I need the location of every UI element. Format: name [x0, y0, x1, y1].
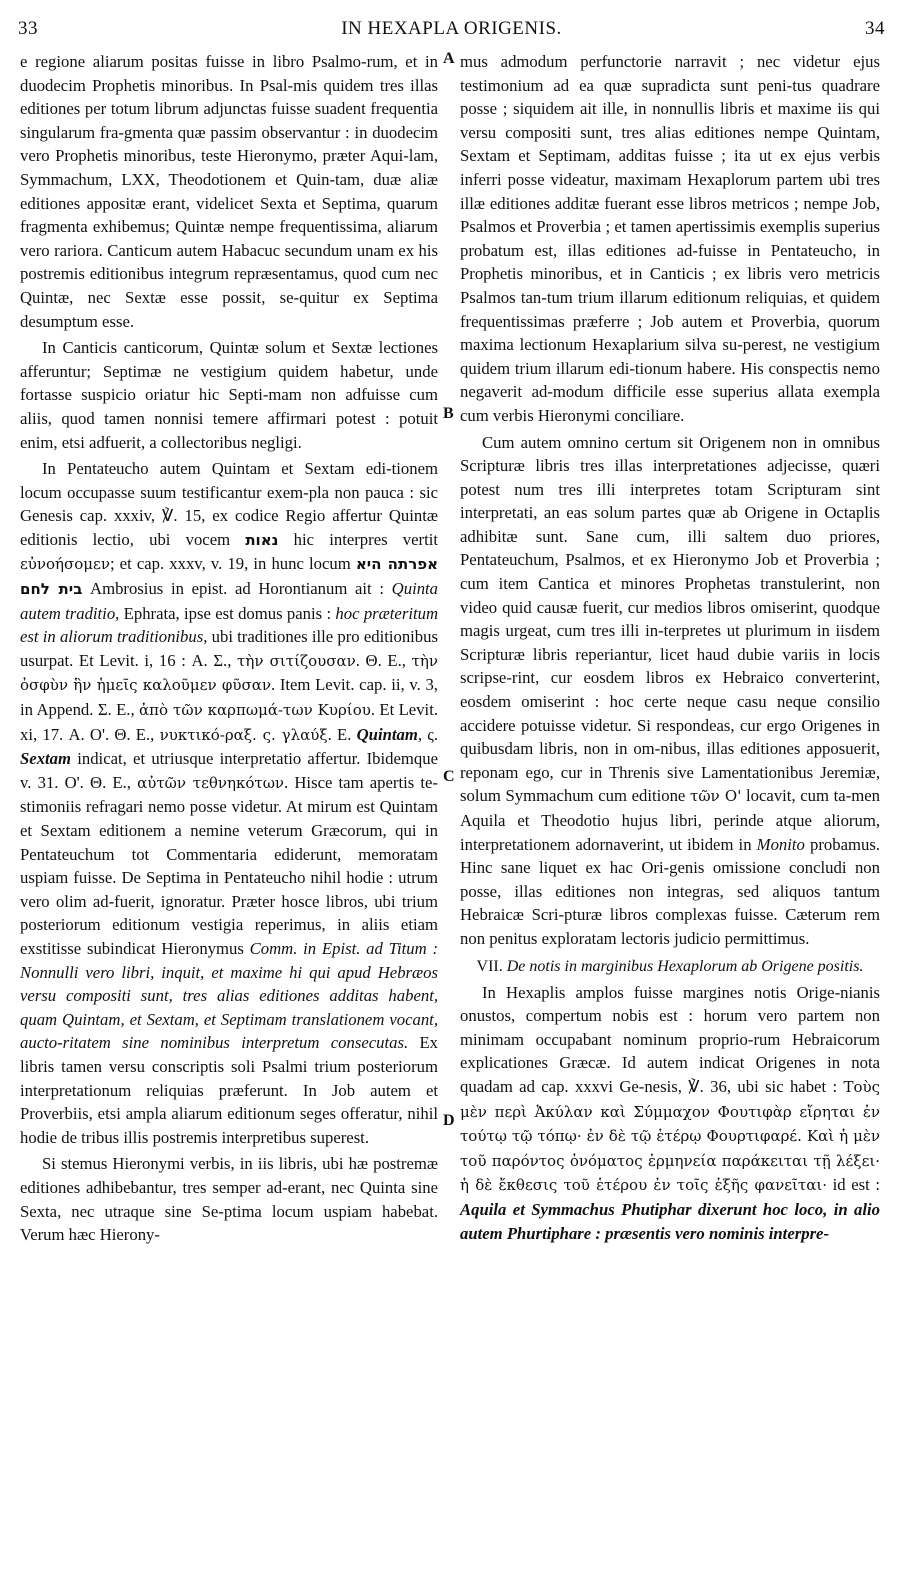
- running-header: [18, 18, 885, 46]
- greek-text: τὴν ὀσφὺν ἣν ἡμεῖς καλοῦμεν φῦσαν: [20, 651, 439, 695]
- running-title: IN HEXAPLA ORIGENIS.: [341, 18, 562, 39]
- margin-marker-a: A: [443, 50, 455, 67]
- margin-marker-b: B: [443, 405, 454, 422]
- hebrew-word: נאות: [245, 530, 279, 549]
- greek-text: τὴν σιτίζουσαν: [237, 651, 356, 670]
- right-column: [460, 50, 880, 1245]
- margin-marker-d: D: [443, 1112, 455, 1129]
- paragraph: mus admodum perfunctorie narravit ; nec videtur ejus testimonium ad ea quæ supradicta sunt peni-tus quadrare posse ; siquidem ait ille, in nonnullis libris et maxime iis qui versu compositi sunt, tres alias editiones nempe Quintam, Sextam et Septimam, additas fuisse ; ita ut ex ejus verbis inferri posse videatur, maximam Hexaplorum partem ubi tres illæ editiones additæ fuerant esse libros metricos ; nempe Job, Psalmos et Proverbia ; et tamen apertissimis exemplis superius probatum est, illas editiones ad-fuisse in Pentateucho, in Prophetis minoribus, et in Canticis ; ex libris vero metricis Psalmos tan-tum trium illarum editionum reliquias, et quidem frequentissimas præferre ; Job autem et Proverbia, quorum maxima lectionum Hexaplarium silva su-perest, ne vestigium quidem trium illarum edi-tionum habere. His conspectis nemo negaverit ad-modum difficile esse superius allata exempla cum verbis Hieronymi conciliare.: [460, 52, 880, 425]
- paragraph: Si stemus Hieronymi verbis, in iis libris, ubi hæ postremæ editiones adhibebantur, tres semper ad-erant, nec Quinta sine Sexta, nec utraque sine Se-ptima locum uspiam habebat. Verum hæc Hierony-: [20, 1154, 438, 1245]
- paragraph: In Canticis canticorum, Quintæ solum et Sextæ lectiones afferuntur; Septimæ ne vestigium quidem habetur, unde fortasse suspicio oriatur hic Septi-mam non adfuisse cum aliis, quod tamen nonnisi temere affirmari potest : potuit enim, etsi adfuerit, a collectoribus negligi.: [20, 338, 438, 452]
- paragraph: In Hexaplis amplos fuisse margines notis Orige-nianis onustos, compertum nobis est : horum vero partem non minimam occupabant nominum proprio-rum Hebraicorum explicationes Græcæ. Id autem indicat Origenes in nota quadam ad cap. xxxvi Ge-nesis, ℣. 36, ubi sic habet : Τοὺς μὲν περὶ Ἀκύλαν καὶ Σύμμαχον Φουτιφὰρ εἴρηται ἐν τούτῳ τῷ τόπῳ· ἐν δὲ τῷ ἑτέρῳ Φουρτιφαρέ. Καὶ ἡ μὲν τοῦ παρόντος ὀνόματος ἑρμηνεία παράκειται τῇ λέξει· ἡ δὲ ἔκθεσις τοῦ ἑτέρου ἐν τοῖς ἑξῆς φανεῖται· id est : Aquila et Symmachus Phutiphar dixerunt hoc loco, in alio autem Phurtiphare : præsentis vero nominis interpre-: [460, 982, 881, 1243]
- greek-text: εὐνοήσομεν: [20, 555, 110, 574]
- margin-marker-c: C: [443, 768, 455, 785]
- greek-text: νυκτικό-ραξ. ς. γλαύξ: [159, 725, 328, 744]
- paragraph: e regione aliarum positas fuisse in libro Psalmo-rum, et in duodecim Prophetis minoribus. In Psal-mis quidem tres illas editiones per totum librum adjunctas fuisse suadent frequentia singularum fra-gmenta quæ passim observantur : in duodecim vero Prophetis minoribus, teste Hieronymo, præter Aqui-lam, Symmachum, LXX, Theodotionem et Quin-tam, duæ aliæ editiones appositæ erant, videlicet Sexta et Septima, quarum fragmenta exhibemus; Quintæ nempe frequentissima, aliarum vero rariora. Canticum autem Habacuc secundum unam ex his postremis editionibus integrum repræsentamus, quod cum nec Quintæ, nec Sextæ esse possit, se-quitur ex Septima desumptum esse.: [20, 52, 438, 331]
- greek-text: αὐτῶν τεθνηκότων: [137, 773, 285, 792]
- greek-text: τῶν Ο': [690, 787, 742, 806]
- hebrew-phrase: אפרתה היא בית לחם: [20, 555, 439, 599]
- paragraph: In Pentateucho autem Quintam et Sextam edi-tionem locum occupasse suum testificantur exem-pla non pauca : sic Genesis cap. xxxiv, ℣. 15, ex codice Regio affertur Quintæ editionis lectio, ubi vocem נאות hic interpres vertit εὐνοήσομεν; et cap. xxxv, v. 19, in hunc locum אפרתה היא בית לחם Ambrosius in epist. ad Horontianum ait : Quinta autem traditio, Ephrata, ipse est domus panis : hoc præteritum est in aliorum traditionibus, ubi traditiones ille pro editionibus usurpat. Et Levit. i, 16 : Α. Σ., τὴν σιτίζουσαν. Θ. Ε., τὴν ὀσφὺν ἣν ἡμεῖς καλοῦμεν φῦσαν. Item Levit. cap. ii, v. 3, in Append. Σ. Ε., ἀπὸ τῶν καρπωμά-των Κυρίου. Et Levit. xi, 17. Α. Ο'. Θ. Ε., νυκτικό-ραξ. ς. γλαύξ. Ε. Quintam, ς. Sextam indicat, et utriusque interpretatio affertur. Ibidemque v. 31. Ο'. Θ. Ε., αὐτῶν τεθνηκότων. Hisce tam apertis te-stimoniis refragari nemo posse videtur. At mirum est Quintam et Sextam editionem a nemine veterum Græcorum, qui in Pentateuchum tot Commentaria ediderunt, memoratam uspiam fuisse. De Septima in Pentateucho nihil hodie : utrum vero olim ad-fuerit, ignoratur. Præter hosce libros, ubi trium posteriorum editionum vestigia reperimus, in aliis etiam exstitisse subindicat Hieronymus Comm. in Epist. ad Titum : Nonnulli vero libri, inquit, et maxime hi qui apud Hebræos versu compositi sunt, tres alias editiones additas habent, quam Quintam, et Sextam, et Septimam translationem vocant, aucto-ritatem sine nominibus interpretum consecutas. Ex libris tamen versu conscriptis soli Psalmi trium posteriorum interpretationum reliquias præferunt. In Job autem et Proverbiis, etsi ampla aliarum editionum seges offeratur, nihil hodie de tribus illis postremis interpretibus superest.: [20, 459, 439, 1147]
- greek-text: Τοὺς μὲν περὶ Ἀκύλαν καὶ Σύμμαχον Φουτιφὰρ εἴρηται ἐν τούτῳ τῷ τόπῳ· ἐν δὲ τῷ ἑτέρῳ Φουρτιφαρέ. Καὶ ἡ μὲν τοῦ παρόντος ὀνόματος ἑρμηνεία παράκειται τῇ λέξει· ἡ δὲ ἔκθεσις τοῦ ἑτέρου ἐν τοῖς ἑξῆς φανεῖται·: [460, 1077, 881, 1195]
- page-number-left: 33: [18, 18, 38, 39]
- section-heading: VII. De notis in marginibus Hexaplorum ab Origene positis.: [476, 957, 864, 975]
- left-column: [20, 50, 438, 1247]
- greek-text: ἀπὸ τῶν καρπωμά-των Κυρίου: [139, 701, 371, 720]
- paragraph: Cum autem omnino certum sit Origenem non in omnibus Scripturæ libris tres illas interpretationes adjecisse, quæri potest num tres illi interpretes totam Scripturam sint interpretati, an eas solum partes quæ ab Origene in Octaplis adhibitæ sunt. Sane cum, illi saltem duo priores, Pentateuchum, Psalmos, et ex Hieronymo Job et Proverbia ; cum item Cantica et minores Prophetas transtulerint, non video quid causæ fuerit, cur medios libros omiserint, quodque magis urgeat, cum tres illi in-terpretes ut plurimum in iisdem Scripturæ libris reperiantur, licet haud dubie variis in locis scripse-rint, cur eosdem libros ex Hebraico converterint, eosdem omiserint : hoc certe neque casu neque consilio accidere potuisse videtur. Si respondeas, cur ergo Origenes in quibusdam libris, non in om-nibus, illas editiones apposuerit, reponam ego, cur in Threnis sive Lamentationibus Jeremiæ, solum Symmachum cum editione τῶν Ο' locavit, cum ta-men Aquila et Theodotio hujus libri, perinde atque aliorum, interpretationem adornaverint, ut ibidem in Monito probamus. Hinc sane liquet ex hac Ori-genis omissione concludi non posse, illas editiones non integras, sed aliquos tantum Hebraicæ Scri-pturæ libros complexas fuisse. Cæterum rem non penitus exploratam lectoris judicio permittimus.: [460, 432, 881, 948]
- page-number-right: 34: [865, 18, 885, 39]
